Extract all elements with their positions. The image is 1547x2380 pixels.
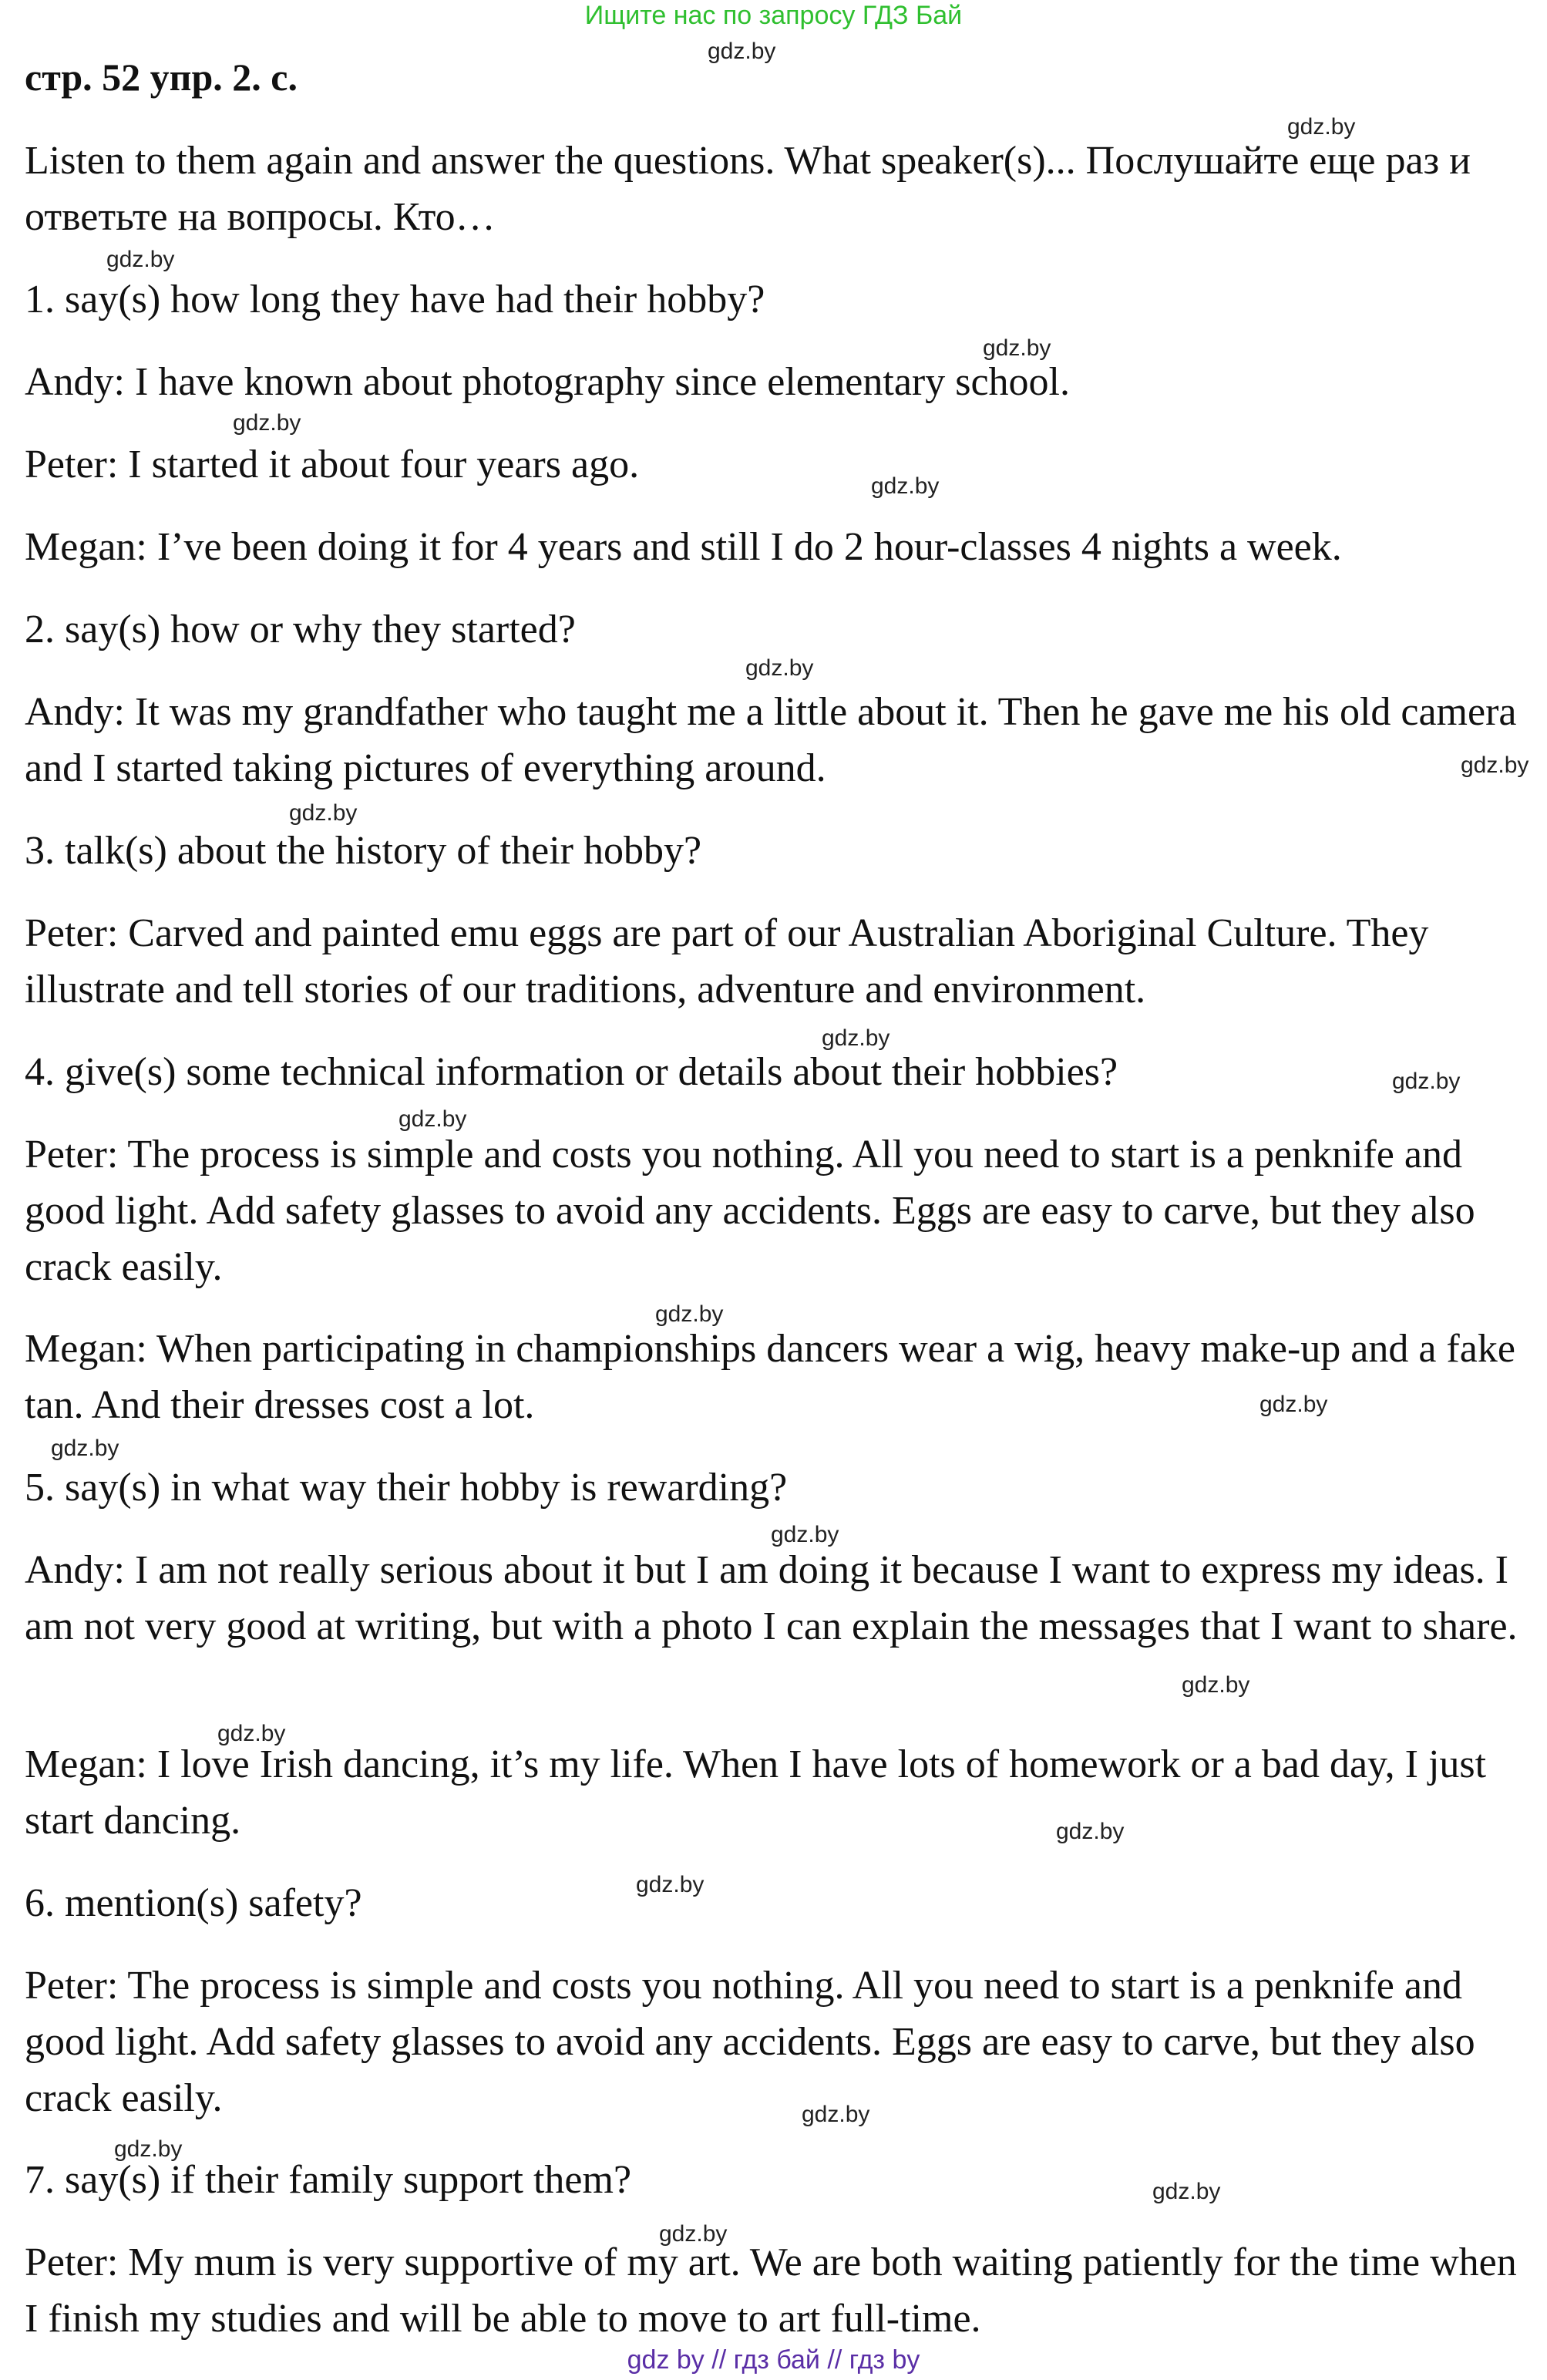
watermark: gdz.by — [51, 1436, 119, 1461]
watermark: gdz.by — [106, 247, 175, 272]
answer-5-megan: Megan: I love Irish dancing, it’s my life. When I have lots of homework or a bad day, I just start dancing. — [25, 1742, 1487, 1843]
watermark: gdz.by — [1259, 1392, 1328, 1417]
question-6: 6. mention(s) safety? — [25, 1881, 362, 1925]
watermark: gdz.by — [708, 39, 776, 64]
watermark: gdz.by — [636, 1872, 705, 1897]
watermark: gdz.by — [1461, 752, 1529, 778]
answer-5-andy: Andy: I am not really serious about it but I am doing it because I want to express my ideas. I am not very good at writing, but with a photo I can explain the messages that I want to share. — [25, 1548, 1518, 1648]
watermark: gdz.by — [399, 1106, 467, 1132]
watermark: gdz.by — [1287, 114, 1356, 140]
watermark: gdz.by — [745, 655, 814, 681]
top-banner: Ищите нас по запросу ГДЗ Бай — [584, 1, 963, 30]
watermark: gdz.by — [822, 1025, 890, 1051]
answer-2-andy: Andy: It was my grandfather who taught me a little about it. Then he gave me his old camera and I started taking pictures of everything around. — [25, 690, 1517, 790]
page-title: стр. 52 упр. 2. с. — [25, 56, 298, 99]
question-5: 5. say(s) in what way their hobby is rewarding? — [25, 1466, 788, 1510]
watermark: gdz.by — [1392, 1069, 1461, 1094]
answer-4-megan: Megan: When participating in championships dancers wear a wig, heavy make-up and a fake tan. And their dresses cost a lot. — [25, 1327, 1515, 1427]
question-3: 3. talk(s) about the history of their hobby? — [25, 829, 702, 873]
answer-6-peter: Peter: The process is simple and costs you nothing. All you need to start is a penknife and good light. Add safety glasses to avoid any accidents. Eggs are easy to carve, but they also crack easily. — [25, 1964, 1475, 2120]
question-2: 2. say(s) how or why they started? — [25, 608, 576, 651]
watermark: gdz.by — [871, 473, 940, 499]
watermark: gdz.by — [771, 1522, 839, 1547]
question-1: 1. say(s) how long they have had their hobby? — [25, 278, 765, 321]
watermark: gdz.by — [114, 2136, 183, 2162]
answer-7-peter: Peter: My mum is very supportive of my art. We are both waiting patiently for the time when I finish my studies and will be able to move to art full-time. — [25, 2240, 1517, 2341]
task-instruction: Listen to them again and answer the questions. What speaker(s)... Послушайте еще раз и ответьте на вопросы. Кто… — [25, 139, 1471, 239]
watermark: gdz.by — [655, 1301, 724, 1327]
watermark: gdz.by — [1152, 2179, 1221, 2204]
question-4: 4. give(s) some technical information or details about their hobbies? — [25, 1050, 1118, 1094]
watermark: gdz.by — [983, 335, 1051, 361]
answer-4-peter: Peter: The process is simple and costs you nothing. All you need to start is a penknife and good light. Add safety glasses to avoid any accidents. Eggs are easy to carve, but they also crack easily. — [25, 1133, 1475, 1289]
watermark: gdz.by — [289, 800, 358, 826]
watermark: gdz.by — [1182, 1672, 1250, 1698]
footer-watermark: gdz by // гдз бай // гдз by — [627, 2345, 920, 2375]
question-7: 7. say(s) if their family support them? — [25, 2158, 632, 2202]
watermark: gdz.by — [217, 1721, 286, 1746]
watermark: gdz.by — [659, 2221, 728, 2247]
watermark: gdz.by — [233, 410, 301, 436]
answer-1-andy: Andy: I have known about photography since elementary school. — [25, 360, 1070, 404]
answer-3-peter: Peter: Carved and painted emu eggs are part of our Australian Aboriginal Culture. They illustrate and tell stories of our traditions, adventure and environment. — [25, 911, 1429, 1012]
watermark: gdz.by — [1056, 1819, 1125, 1844]
answer-1-megan: Megan: I’ve been doing it for 4 years and still I do 2 hour-classes 4 nights a week. — [25, 525, 1342, 569]
watermark: gdz.by — [802, 2102, 870, 2127]
answer-1-peter: Peter: I started it about four years ago. — [25, 443, 640, 486]
